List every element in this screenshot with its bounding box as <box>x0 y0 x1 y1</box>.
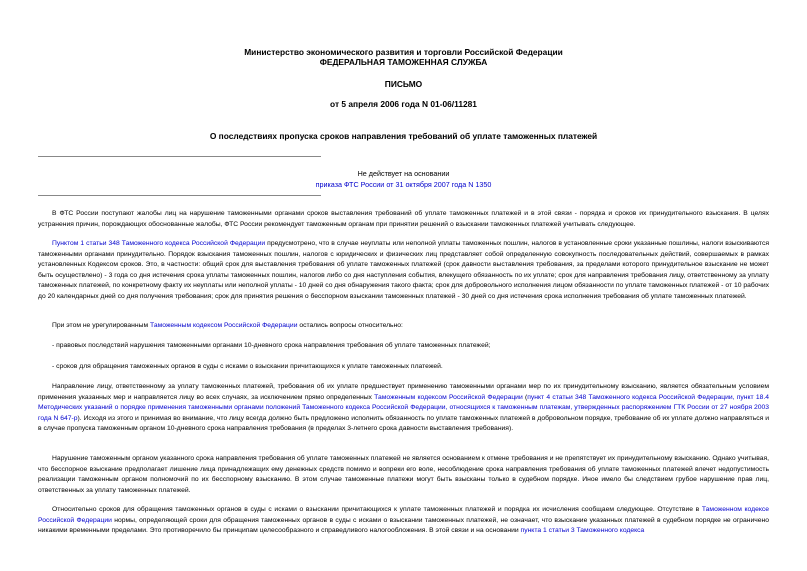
customs-code-link-2[interactable]: Таможенным кодексом Российской Федерации <box>374 393 523 401</box>
paragraph-6-text-b: ( <box>522 393 528 401</box>
paragraph-5 <box>38 362 769 373</box>
paragraph-8 <box>38 505 769 537</box>
service-heading: ФЕДЕРАЛЬНАЯ ТАМОЖЕННАЯ СЛУЖБА <box>319 57 488 67</box>
customs-code-link[interactable]: Таможенным кодексом Российской Федерации <box>150 322 298 329</box>
paragraph-1-text: В ФТС России поступают жалобы лиц на нарушение таможенными органами сроков выставления требований об уплате таможенных платежей и в этой связи - порядка и сроков их принудительного взыскания. В целях устранения причин, порождающих обоснованные жалобы, ФТС России рекомендует таможенным органам при принятии решений о взыскании таможенных платежей учитывать следующее. <box>38 210 769 228</box>
paragraph-3-text-b: остались вопросы относительно: <box>297 322 403 329</box>
paragraph-4 <box>38 341 769 352</box>
paragraph-6-text-a: Направление лицу, ответственному за уплату таможенных платежей, требования об их уплате предшествует применению таможенными органами мер по их принудительному взысканию, является обязательным условием применения указанных мер и направляется лицу во всех случаях, за исключением прямо определенных <box>38 383 769 401</box>
paragraph-7 <box>38 454 769 496</box>
paragraph-8-text-a: Относительно сроков для обращения таможенных органов в суды с исками о взыскании причитающихся к уплате таможенных платежей и порядка их исчисления сообщаем следующее. Отсутствие в <box>52 506 702 513</box>
top-divider <box>38 156 321 157</box>
repeal-order-link[interactable]: приказа ФТС России от 31 октября 2007 года N 1350 <box>315 180 492 189</box>
customs-code-link-3[interactable]: Таможенном кодексе Российской Федерации <box>38 506 769 524</box>
paragraph-5-text: - сроков для обращения таможенных органов в суды с исками о взыскании причитающихся к уплате таможенных платежей. <box>52 363 443 370</box>
paragraph-4-text: - правовых последствий нарушения таможенными органами 10-дневного срока направления требования об уплате таможенных платежей; <box>52 342 491 349</box>
methodical-guidelines-link[interactable]: пункт 4 статьи 348 Таможенного кодекса Российской Федерации, пункт 18.4 Методических указаний о порядке применения таможенными органами положений Таможенного кодекса Российской Федерации, относящихся к таможенным платежам, утвержденных распоряжением ГТК России от 27 ноября 2003 года N 647-р <box>38 393 770 422</box>
article-348-link[interactable]: Пунктом 1 статьи 348 Таможенного кодекса Российской Федерации <box>52 240 266 247</box>
document-date-number: от 5 апреля 2006 года N 01-06/11281 <box>330 99 477 109</box>
paragraph-6-text-c: ). Исходя из этого и принимая во внимание, что лицу всегда должно быть предложено исполнить обязанность по уплате таможенных платежей в добровольном порядке, требование об их уплате должно направляться и в случае пропуска таможенным органом 10-дневного срока направления требования (в пределах 3-летнего срока давности выставления требования). <box>38 414 769 433</box>
paragraph-2-text: предусмотрено, что в случае неуплаты или неполной уплаты таможенных пошлин, налогов в установленные сроки указанные пошлины, налоги взыскиваются таможенными органами принудительно. Порядок взыскания таможенных пошлин, налогов с юридических и физических лиц представляет собой определенную совокупность последовательных действий, совершаемых в рамках установленных Кодексом сроков. Это, в частности: общий срок для выставления требования об уплате таможенных платежей (срок давности выставления требования, за пределами которого принудительное взыскание не может быть осуществлено) - 3 года со дня истечения срока уплаты таможенных пошлин, налогов либо со дня наступления события, влекущего обязанность по их уплате; срок для направления требования лицу, ответственному за уплату таможенных платежей, по конкретному факту их неуплаты или неполной уплаты - 10 дней со дня обнаружения такого факта; срок для добровольного исполнения лицом обязанности по уплате таможенных платежей - от 10 рабочих до 20 календарных дней со дня получения требования; срок для принятия решения о бесспорном взыскании таможенных платежей - 30 дней со дня истечения срока исполнения требования об уплате таможенных платежей. <box>38 240 769 300</box>
bottom-divider <box>38 195 321 196</box>
paragraph-8-text-b: нормы, определяющей сроки для обращения таможенных органов в суды с исками о взыскании таможенных платежей, не означает, что взыскание указанных платежей в судебном порядке не ограничено никакими временными пределами. Это противоречило бы принципам целесообразного и справедливого налогообложения. В этой связи и на основании <box>38 516 769 535</box>
status-note: Не действует на основании <box>357 169 450 178</box>
paragraph-3-text-a: При этом не урегулированным <box>52 322 150 329</box>
status-link-line <box>0 180 807 190</box>
paragraph-3 <box>38 321 769 332</box>
paragraph-2 <box>38 239 769 303</box>
paragraph-6 <box>38 382 769 435</box>
paragraph-1 <box>38 209 769 230</box>
ministry-heading: Министерство экономического развития и торговли Российской Федерации <box>244 47 563 57</box>
document-type: ПИСЬМО <box>384 79 423 89</box>
article-3-link[interactable]: пункта 1 статьи 3 Таможенного кодекса <box>520 527 645 535</box>
paragraph-7-text: Нарушение таможенным органом указанного срока направления требования об уплате таможенных платежей не является основанием к отмене требования и не препятствует их принудительному взысканию. Однако учитывая, что бесспорное взыскание предполагает лишение лица принадлежащих ему денежных средств помимо и вопреки его воле, несоблюдение срока направления требования об уплате таможенных платежей влечет недопустимость реализации таможенным органом полномочий по их бесспорному взысканию. В этом случае таможенные платежи могут быть взысканы только в судебном порядке. Иное имело бы следствием грубое нарушение прав лиц, ответственных за уплату таможенных платежей. <box>38 455 769 494</box>
document-subject: О последствиях пропуска сроков направления требований об уплате таможенных платежей <box>209 131 598 141</box>
